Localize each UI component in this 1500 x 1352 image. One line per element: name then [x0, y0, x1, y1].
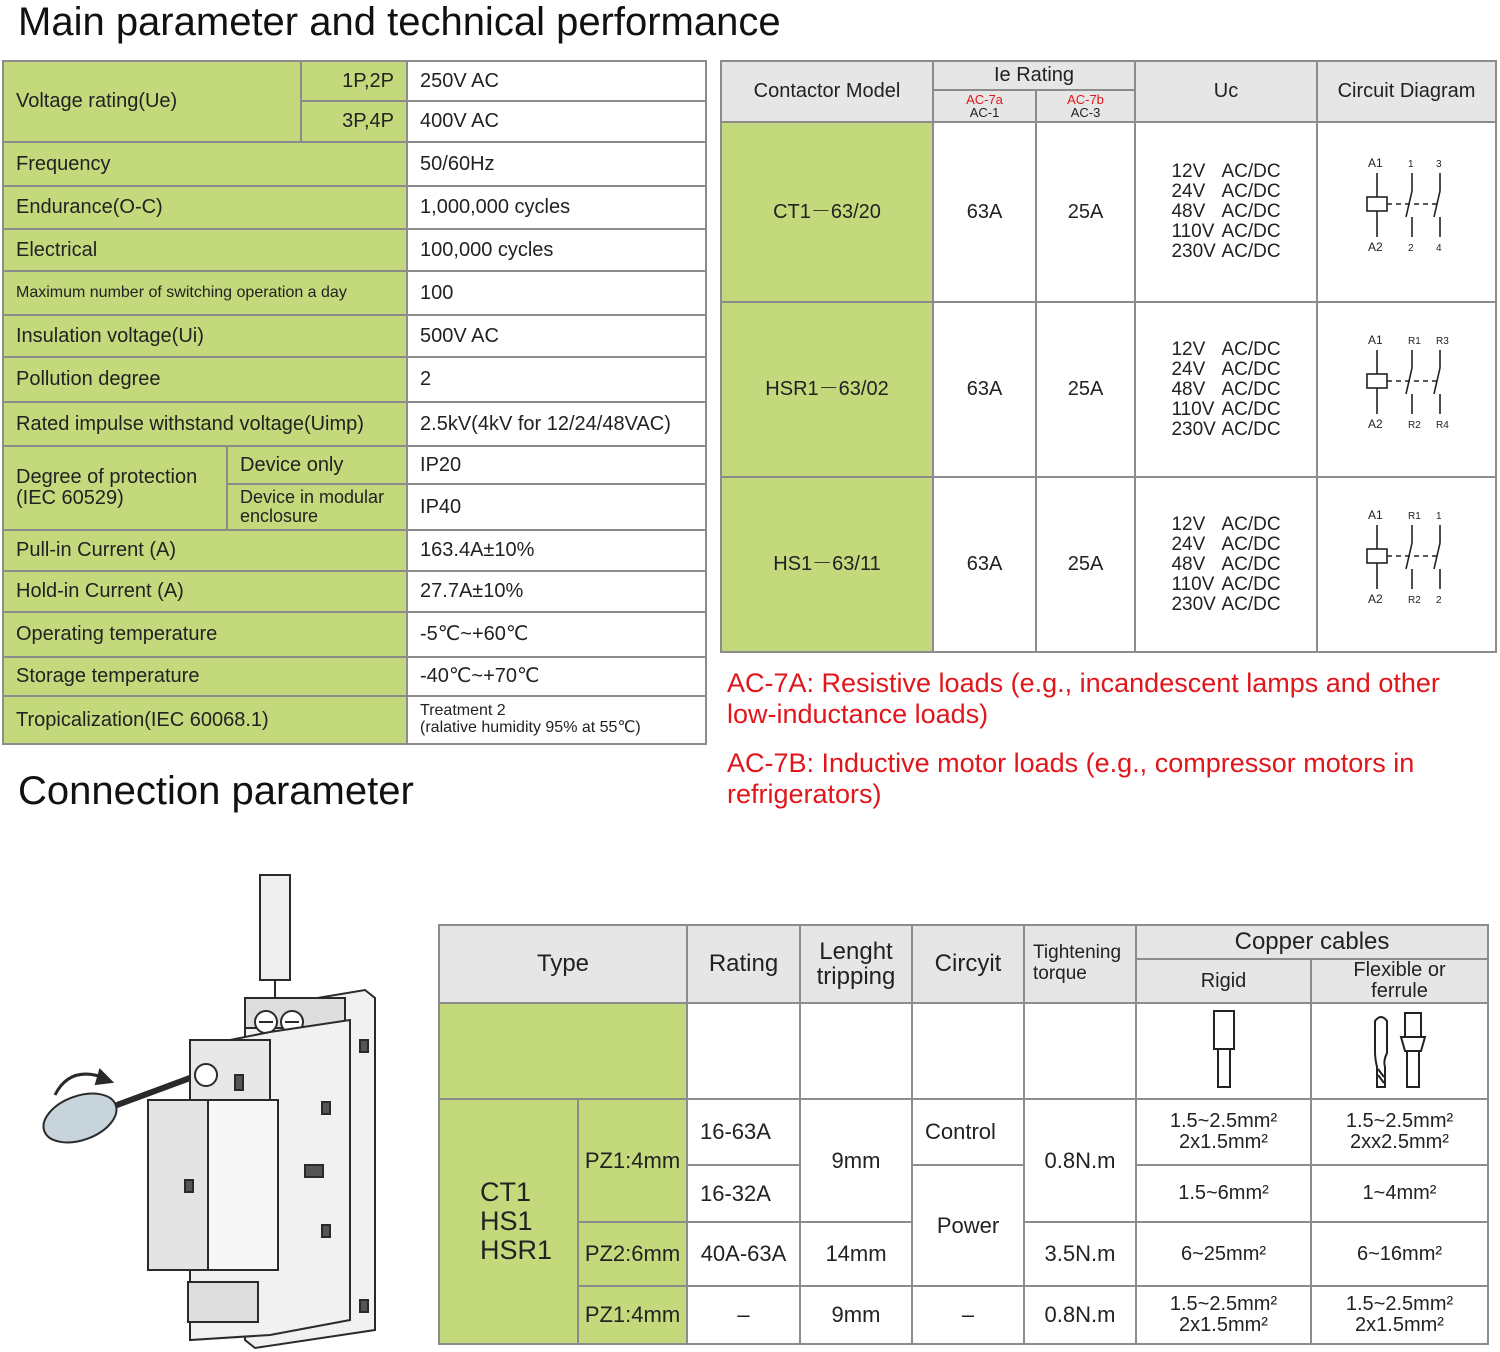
insulation-label: Insulation voltage(Ui): [3, 315, 407, 357]
pz2-label: PZ2:6mm: [578, 1222, 687, 1286]
uc-line: [1171, 575, 1280, 595]
uc-header: Uc: [1135, 61, 1317, 122]
uc-voltage: 12V: [1171, 338, 1206, 360]
flexible-header: Flexible or ferrule: [1311, 959, 1488, 1003]
uc-type: AC/DC: [1221, 378, 1281, 400]
rating-header: Rating: [687, 925, 800, 1003]
ac7b-rating: 25A: [1036, 122, 1135, 302]
r2-rigid: 1.5~6mm²: [1136, 1165, 1311, 1222]
terminal-label: A1: [1367, 508, 1383, 522]
terminal-label: R4: [1435, 420, 1449, 431]
r3-flex: 6~16mm²: [1311, 1222, 1488, 1286]
uc-line: [1171, 400, 1280, 420]
circuit-diagram-icon: [1352, 507, 1462, 617]
uc-voltage: 230V: [1171, 241, 1216, 262]
uc-line: [1171, 515, 1280, 535]
uc-line: [1171, 202, 1280, 222]
r1-rigid: [1136, 1099, 1311, 1165]
r4-rating: –: [687, 1286, 800, 1344]
voltage-1p-label: 1P,2P: [301, 61, 407, 101]
uc-voltage: 24V: [1171, 358, 1206, 380]
uc-voltage: 24V: [1171, 181, 1206, 202]
terminal-label: R1: [1407, 511, 1421, 522]
insulation-value: 500V AC: [407, 315, 706, 357]
rigid-cable-icon: [1204, 1007, 1244, 1091]
note-ac7a-line-1: AC-7A: Resistive loads (e.g., incandescent lamps and other: [727, 668, 1440, 698]
r4-flex-2: 2x1.5mm²: [1355, 1314, 1444, 1336]
uc-values: [1135, 477, 1317, 652]
r4-circuit: –: [912, 1286, 1024, 1344]
terminal-label: R2: [1407, 420, 1421, 431]
note-ac7a: [727, 668, 1440, 730]
uc-values: [1135, 122, 1317, 302]
length-header: [800, 925, 912, 1003]
length-header-1: Lenght: [819, 937, 893, 965]
r1-rigid-2: 2x1.5mm²: [1179, 1131, 1268, 1153]
main-heading: Main parameter and technical performance: [18, 0, 781, 44]
uc-voltage: 110V: [1171, 573, 1215, 595]
circuit-diagram-icon: [1352, 155, 1462, 265]
r1-flex-2: 2xx2.5mm²: [1350, 1131, 1449, 1153]
uc-line: [1171, 162, 1280, 182]
ac7a-header: [933, 90, 1036, 122]
ac1-label: AC-1: [969, 105, 1000, 120]
r4-flex-1: 1.5~2.5mm²: [1345, 1293, 1454, 1315]
frequency-label: Frequency: [3, 142, 407, 186]
parameter-table: [2, 60, 707, 745]
note-ac7b-line-1: AC-7B: Inductive motor loads (e.g., compressor motors in: [727, 748, 1415, 778]
note-ac7b: [727, 748, 1414, 810]
terminal-label: A1: [1367, 333, 1383, 347]
terminal-label: R3: [1435, 336, 1449, 347]
r3-rigid: 6~25mm²: [1136, 1222, 1311, 1286]
circuit-diagram-cell: [1317, 302, 1496, 477]
ac3-label: AC-3: [1070, 105, 1101, 120]
uc-line: [1171, 222, 1280, 242]
model-header: Contactor Model: [721, 61, 933, 122]
connection-table: [438, 924, 1489, 1345]
uc-type: AC/DC: [1221, 161, 1281, 182]
r1-rigid-1: 1.5~2.5mm²: [1169, 1110, 1278, 1132]
uc-type: AC/DC: [1221, 398, 1281, 420]
holdin-value: 27.7A±10%: [407, 571, 706, 612]
pz1-torque: 0.8N.m: [1024, 1099, 1136, 1222]
flexible-cable-cell: [1311, 1003, 1488, 1099]
ac7a-rating: 63A: [933, 477, 1036, 652]
endurance-value: 1,000,000 cycles: [407, 186, 706, 229]
uc-voltage: 110V: [1171, 221, 1215, 242]
copper-header: Copper cables: [1136, 925, 1488, 959]
electrical-value: 100,000 cycles: [407, 229, 706, 271]
terminal-label: A2: [1367, 239, 1383, 254]
contactor-device-illustration: [30, 870, 390, 1350]
ac7b-label: AC-7b: [1067, 92, 1104, 107]
voltage-1p-value: 250V AC: [407, 61, 706, 101]
r4-rigid-1: 1.5~2.5mm²: [1169, 1293, 1278, 1315]
device-only-value: IP20: [407, 446, 706, 484]
terminal-label: A2: [1367, 417, 1383, 431]
uc-line: [1171, 340, 1280, 360]
terminal-label: 3: [1435, 158, 1442, 170]
uc-line: [1171, 182, 1280, 202]
r3-length: 14mm: [800, 1222, 912, 1286]
flexible-ferrule-cable-icon: [1365, 1007, 1435, 1091]
uc-type: AC/DC: [1221, 553, 1281, 575]
r4-torque: 0.8N.m: [1024, 1286, 1136, 1344]
tropicalization-label: Tropicalization(IEC 60068.1): [3, 696, 407, 744]
pz1-length: 9mm: [800, 1099, 912, 1222]
type-hs1: HS1: [480, 1206, 533, 1236]
max-switching-value: 100: [407, 271, 706, 315]
impulse-label: Rated impulse withstand voltage(Uimp): [3, 402, 407, 446]
uc-line: [1171, 242, 1280, 262]
r1-circuit: Control: [912, 1099, 1024, 1165]
uc-line: [1171, 535, 1280, 555]
uc-type: AC/DC: [1221, 241, 1281, 262]
uc-type: AC/DC: [1221, 573, 1281, 595]
uc-type: AC/DC: [1221, 418, 1281, 440]
uc-values: [1135, 302, 1317, 477]
pullin-label: Pull-in Current (A): [3, 530, 407, 571]
ac7b-rating: 25A: [1036, 477, 1135, 652]
impulse-value: 2.5kV(4kV for 12/24/48VAC): [407, 402, 706, 446]
protection-label: Degree of protection (IEC 60529): [3, 446, 227, 530]
circuit-header: Circuit Diagram: [1317, 61, 1496, 122]
uc-voltage: 24V: [1171, 533, 1206, 555]
uc-line: [1171, 555, 1280, 575]
uc-type: AC/DC: [1221, 513, 1281, 535]
voltage-3p-label: 3P,4P: [301, 101, 407, 142]
rigid-header: Rigid: [1136, 959, 1311, 1003]
uc-line: [1171, 420, 1280, 440]
holdin-label: Hold-in Current (A): [3, 571, 407, 612]
pz1b-label: PZ1:4mm: [578, 1286, 687, 1344]
circuit-col-header: Circyit: [912, 925, 1024, 1003]
uc-type: AC/DC: [1221, 221, 1281, 242]
empty-cell: [1024, 1003, 1136, 1099]
ac7a-rating: 63A: [933, 122, 1036, 302]
terminal-label: 1: [1435, 511, 1442, 522]
pz1-label: PZ1:4mm: [578, 1099, 687, 1222]
pullin-value: 163.4A±10%: [407, 530, 706, 571]
uc-type: AC/DC: [1221, 201, 1281, 222]
pollution-value: 2: [407, 357, 706, 402]
note-ac7b-line-2: refrigerators): [727, 778, 882, 809]
circuit-diagram-icon: [1352, 332, 1462, 442]
contactor-model: CT1－63/20: [721, 122, 933, 302]
uc-type: AC/DC: [1221, 593, 1281, 615]
voltage-label: Voltage rating(Ue): [3, 61, 301, 142]
storage-temp-value: -40℃~+70℃: [407, 657, 706, 696]
uc-voltage: 48V: [1171, 553, 1206, 575]
terminal-label: R2: [1407, 595, 1421, 606]
r4-rigid: [1136, 1286, 1311, 1344]
uc-line: [1171, 595, 1280, 615]
note-ac7a-line-2: low-inductance loads): [727, 698, 989, 729]
uc-list: [1171, 340, 1280, 440]
r2-flex: 1~4mm²: [1311, 1165, 1488, 1222]
electrical-label: Electrical: [3, 229, 407, 271]
r3-rating: 40A-63A: [687, 1222, 800, 1286]
uc-type: AC/DC: [1221, 181, 1281, 202]
r1-flex-1: 1.5~2.5mm²: [1345, 1110, 1454, 1132]
pollution-label: Pollution degree: [3, 357, 407, 402]
circuit-diagram-cell: [1317, 477, 1496, 652]
empty-cell: [687, 1003, 800, 1099]
terminal-label: 1: [1407, 158, 1414, 170]
torque-header-2: torque: [1033, 963, 1087, 984]
endurance-label: Endurance(O-C): [3, 186, 407, 229]
connection-heading: Connection parameter: [18, 769, 414, 813]
type-header: Type: [439, 925, 687, 1003]
device-only-label: Device only: [227, 446, 407, 484]
empty-cell: [912, 1003, 1024, 1099]
power-label: Power: [912, 1165, 1024, 1286]
type-ct1: CT1: [480, 1177, 532, 1207]
uc-line: [1171, 380, 1280, 400]
ie-rating-header: Ie Rating: [933, 61, 1135, 90]
max-switching-label: Maximum number of switching operation a day: [3, 271, 407, 315]
terminal-label: 4: [1435, 242, 1442, 254]
uc-voltage: 12V: [1171, 513, 1206, 535]
type-icon-cell: [439, 1003, 687, 1099]
uc-voltage: 12V: [1171, 161, 1206, 182]
terminal-label: A2: [1367, 592, 1383, 606]
r3-torque: 3.5N.m: [1024, 1222, 1136, 1286]
uc-list: [1171, 162, 1280, 262]
torque-header-1: Tightening: [1033, 942, 1122, 964]
empty-cell: [800, 1003, 912, 1099]
tropic-line-2: (ralative humidity 95% at 55℃): [420, 719, 641, 736]
circuit-diagram-cell: [1317, 122, 1496, 302]
rigid-cable-cell: [1136, 1003, 1311, 1099]
uc-type: AC/DC: [1221, 338, 1281, 360]
type-list: [439, 1099, 578, 1344]
operating-temp-value: -5℃~+60℃: [407, 612, 706, 657]
uc-list: [1171, 515, 1280, 615]
uc-voltage: 48V: [1171, 378, 1206, 400]
uc-voltage: 230V: [1171, 593, 1216, 615]
uc-voltage: 110V: [1171, 398, 1215, 420]
type-hsr1: HSR1: [480, 1235, 553, 1265]
tropic-line-1: Treatment 2: [420, 702, 506, 720]
uc-voltage: 48V: [1171, 201, 1206, 222]
ac7a-rating: 63A: [933, 302, 1036, 477]
operating-temp-label: Operating temperature: [3, 612, 407, 657]
device-modular-label: Device in modular enclosure: [227, 484, 407, 530]
uc-voltage: 230V: [1171, 418, 1216, 440]
terminal-label: R1: [1407, 336, 1421, 347]
voltage-3p-value: 400V AC: [407, 101, 706, 142]
ac7b-rating: 25A: [1036, 302, 1135, 477]
storage-temp-label: Storage temperature: [3, 657, 407, 696]
terminal-label: 2: [1407, 242, 1414, 254]
contactor-model: HS1－63/11: [721, 477, 933, 652]
ac7a-label: AC-7a: [966, 92, 1003, 107]
r1-flex: [1311, 1099, 1488, 1165]
uc-type: AC/DC: [1221, 533, 1281, 555]
r4-length: 9mm: [800, 1286, 912, 1344]
tropicalization-value: [407, 696, 706, 744]
ac7b-header: [1036, 90, 1135, 122]
r4-flex: [1311, 1286, 1488, 1344]
uc-line: [1171, 360, 1280, 380]
contactor-table: [720, 60, 1497, 653]
uc-type: AC/DC: [1221, 358, 1281, 380]
r4-rigid-2: 2x1.5mm²: [1179, 1314, 1268, 1336]
length-header-2: tripping: [816, 963, 896, 990]
device-modular-value: IP40: [407, 484, 706, 530]
torque-header: [1024, 925, 1136, 1003]
contactor-model: HSR1－63/02: [721, 302, 933, 477]
r1-rating: 16-63A: [687, 1099, 800, 1165]
r2-rating: 16-32A: [687, 1165, 800, 1222]
frequency-value: 50/60Hz: [407, 142, 706, 186]
terminal-label: A1: [1367, 155, 1383, 170]
terminal-label: 2: [1435, 595, 1442, 606]
